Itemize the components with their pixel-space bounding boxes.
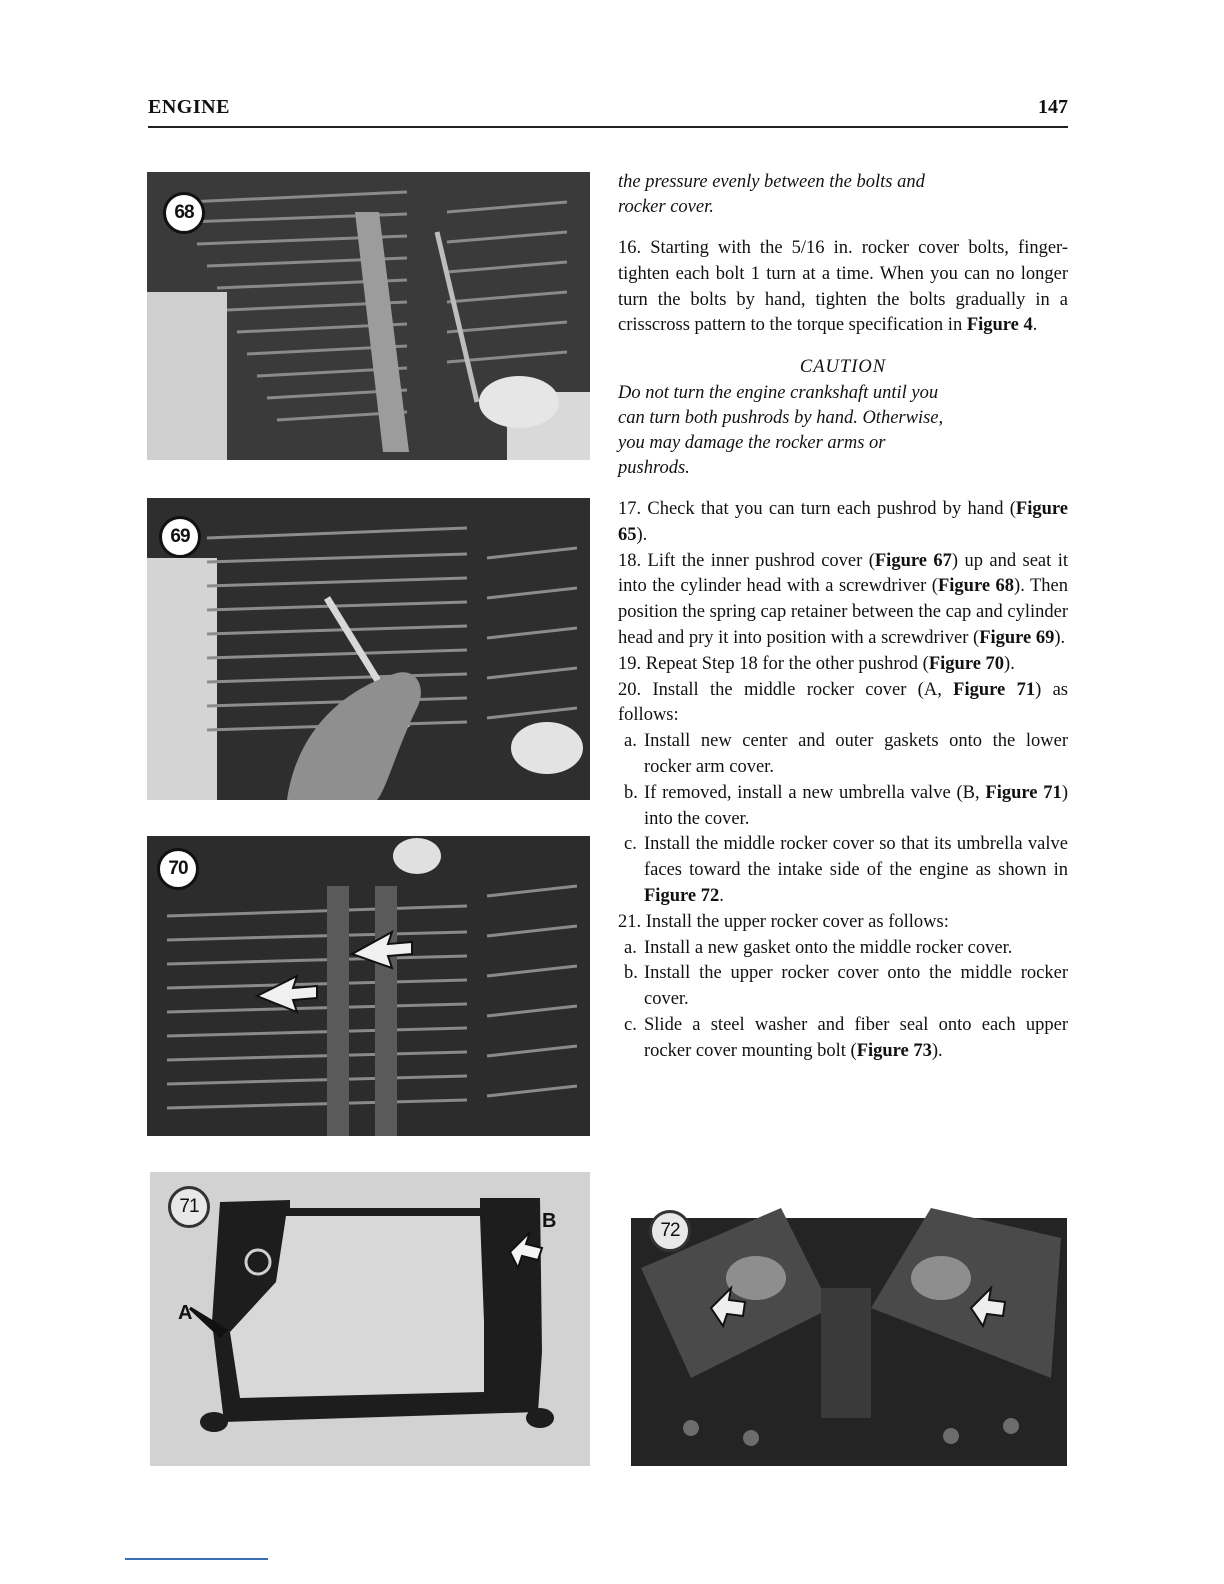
callout-label-b: B bbox=[542, 1210, 557, 1232]
callout-label-a: A bbox=[178, 1302, 193, 1324]
figure-number-badge: 71 bbox=[168, 1186, 210, 1228]
figure-reference: Figure 71 bbox=[985, 782, 1062, 803]
rocker-cover-gasket-illustration bbox=[150, 1172, 590, 1466]
step-20b: b. If removed, install a new umbrella valve (B, Figure 71) into the cover. bbox=[624, 782, 1068, 829]
page-number: 147 bbox=[1038, 96, 1068, 118]
cylinder-arrows-illustration bbox=[147, 836, 590, 1136]
cylinder-heads-top-illustration bbox=[631, 1198, 1067, 1466]
figure-reference: Figure 69 bbox=[979, 627, 1055, 648]
figure-reference: Figure 4 bbox=[966, 315, 1033, 336]
figure-reference: Figure 71 bbox=[953, 679, 1036, 700]
step-20c: c. Install the middle rocker cover so that its umbrella valve faces toward the intake side of the engine as shown in Figure 72. bbox=[624, 834, 1068, 906]
figure-number-badge: 70 bbox=[157, 848, 199, 890]
step-21a: a. Install a new gasket onto the middle rocker cover. bbox=[624, 937, 1013, 958]
figure-reference: Figure 67 bbox=[874, 550, 952, 571]
cylinder-hand-screwdriver-illustration bbox=[147, 498, 590, 800]
footer-rule bbox=[125, 1558, 268, 1560]
step-18: 18. Lift the inner pushrod cover (Figure 67) up and seat it into the cylinder head with a screwdriver (Figure 68). Then position the spring cap retainer between the cap and cylinder head and pry it into position with a screwdriver (Figure 69). bbox=[618, 550, 1068, 648]
figure-number-badge: 68 bbox=[163, 192, 205, 234]
figure-reference: Figure 65 bbox=[618, 498, 1068, 545]
figure-reference: Figure 73 bbox=[856, 1040, 932, 1061]
caution-text: Do not turn the engine crankshaft until you can turn both pushrods by hand. Otherwise, you may damage the rocker arms or pushrods. bbox=[618, 382, 944, 478]
step-16: 16. Starting with the 5/16 in. rocker cover bolts, finger-tighten each bolt 1 turn at a time. When you can no longer turn the bolts by hand, tighten the bolts gradually in a crisscross pattern to the torque specification in Figure 4. bbox=[618, 238, 1068, 336]
step-20a: a. Install new center and outer gaskets onto the lower rocker arm cover. bbox=[624, 731, 1068, 777]
note-continuation: the pressure evenly between the bolts and rocker cover. bbox=[618, 172, 925, 217]
step-20: 20. Install the middle rocker cover (A, Figure 71) as follows: bbox=[618, 679, 1068, 726]
figure-69-photo bbox=[147, 498, 590, 800]
step-21b: b. Install the upper rocker cover onto the middle rocker cover. bbox=[624, 963, 1068, 1010]
figure-reference: Figure 72 bbox=[644, 885, 720, 906]
figure-72-photo bbox=[631, 1198, 1067, 1466]
body-text-column bbox=[618, 170, 1068, 1065]
step-17: 17. Check that you can turn each pushrod by hand (Figure 65). bbox=[618, 498, 1068, 545]
figure-68-photo bbox=[147, 172, 590, 460]
section-title: ENGINE bbox=[148, 96, 230, 118]
step-21c: c. Slide a steel washer and fiber seal onto each upper rocker cover mounting bolt (Figure 73). bbox=[624, 1014, 1068, 1061]
step-19: 19. Repeat Step 18 for the other pushrod (Figure 70). bbox=[618, 653, 1015, 674]
figure-70-photo bbox=[147, 836, 590, 1136]
figure-71-photo bbox=[150, 1172, 590, 1466]
running-header bbox=[148, 96, 1068, 128]
cylinder-fins-illustration bbox=[147, 172, 590, 460]
step-21: 21. Install the upper rocker cover as follows: bbox=[618, 911, 949, 932]
figure-reference: Figure 70 bbox=[928, 653, 1005, 674]
figure-reference: Figure 68 bbox=[937, 576, 1015, 597]
caution-heading: CAUTION bbox=[799, 357, 887, 378]
figure-number-badge: 72 bbox=[649, 1210, 691, 1252]
figure-number-badge: 69 bbox=[159, 516, 201, 558]
